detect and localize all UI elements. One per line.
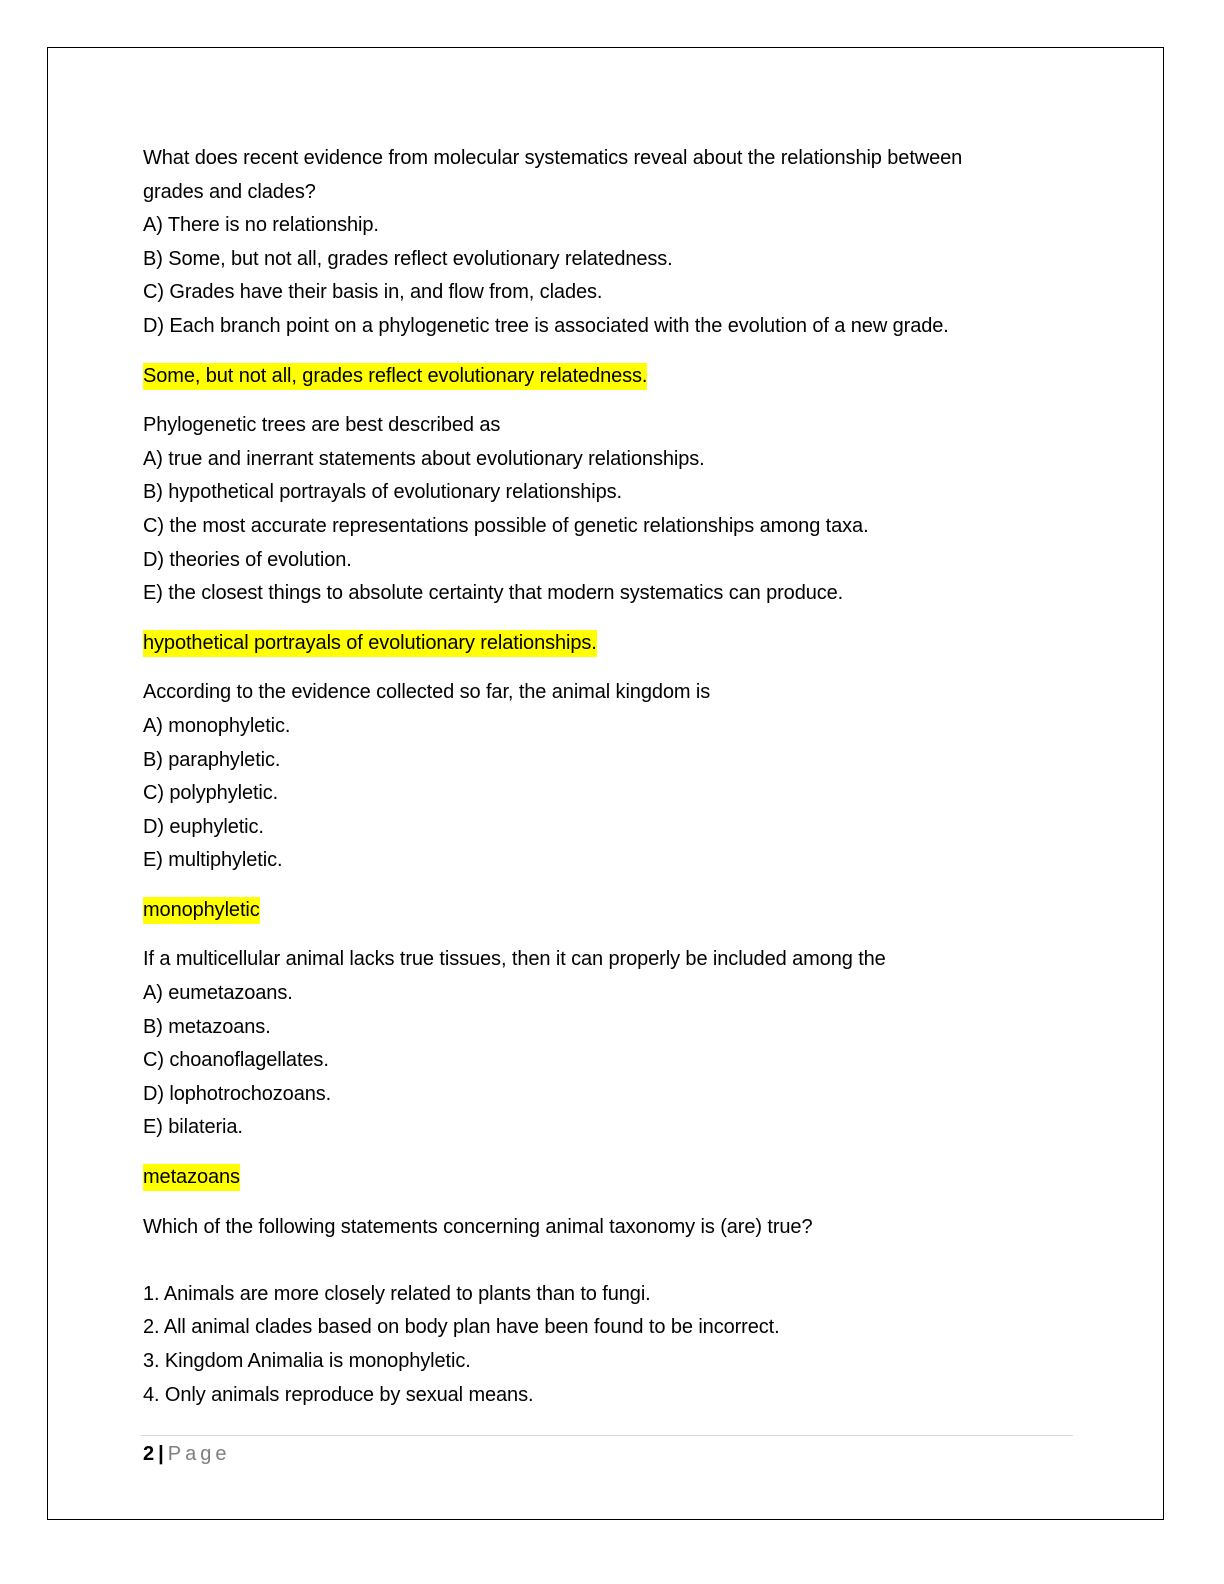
answer-text: hypothetical portrayals of evolutionary relationships. [143, 630, 597, 657]
document-body [143, 142, 1073, 1412]
answer-option: A) monophyletic. [143, 714, 291, 737]
highlighted-answer [143, 627, 1073, 661]
page-label: Page [167, 1443, 231, 1465]
answer-option: A) There is no relationship. [143, 214, 379, 237]
question-block [143, 409, 1073, 611]
question-stem: What does recent evidence from molecular systematics reveal about the relationship between [143, 147, 963, 169]
numbered-statement: 2. All animal clades based on body plan have been found to be incorrect. [143, 1316, 780, 1339]
answer-option: D) theories of evolution. [143, 548, 352, 571]
answer-option: D) Each branch point on a phylogenetic tree is associated with the evolution of a new grade. [143, 314, 949, 337]
answer-option: E) bilateria. [143, 1116, 243, 1139]
answer-option: A) true and inerrant statements about evolutionary relationships. [143, 447, 705, 470]
numbered-statement: 1. Animals are more closely related to plants than to fungi. [143, 1282, 651, 1305]
question-stem: grades and clades? [143, 180, 316, 203]
question-stem: Phylogenetic trees are best described as [143, 414, 501, 437]
answer-text: monophyletic [143, 897, 260, 924]
answer-option: D) lophotrochozoans. [143, 1082, 332, 1105]
question-block [143, 1211, 1073, 1413]
highlighted-answer [143, 894, 1073, 928]
footer-divider [141, 1435, 1073, 1436]
numbered-statement: 4. Only animals reproduce by sexual means. [143, 1383, 534, 1406]
answer-text: metazoans [143, 1164, 240, 1191]
question-stem: Which of the following statements concerning animal taxonomy is (are) true? [143, 1215, 813, 1238]
question-block [143, 676, 1073, 878]
numbered-statement: 3. Kingdom Animalia is monophyletic. [143, 1350, 471, 1372]
answer-option: C) Grades have their basis in, and flow from, clades. [143, 281, 603, 304]
answer-option: B) hypothetical portrayals of evolutionary relationships. [143, 481, 622, 504]
highlighted-answer [143, 360, 1073, 394]
answer-option: C) polyphyletic. [143, 782, 279, 805]
answer-option: C) choanoflagellates. [143, 1049, 329, 1072]
question-block [143, 142, 1073, 344]
highlighted-answer [143, 1161, 1073, 1195]
footer-separator: | [158, 1443, 164, 1465]
question-stem: If a multicellular animal lacks true tissues, then it can properly be included among the [143, 948, 886, 971]
answer-option: E) multiphyletic. [143, 849, 283, 872]
answer-option: A) eumetazoans. [143, 982, 293, 1005]
answer-option: B) Some, but not all, grades reflect evolutionary relatedness. [143, 247, 673, 270]
answer-text: Some, but not all, grades reflect evolutionary relatedness. [143, 363, 647, 390]
answer-option: B) paraphyletic. [143, 748, 281, 771]
page-number: 2 [143, 1443, 155, 1465]
answer-option: D) euphyletic. [143, 815, 264, 838]
answer-option: C) the most accurate representations possible of genetic relationships among taxa. [143, 514, 869, 537]
page-footer [143, 1440, 230, 1468]
answer-option: B) metazoans. [143, 1015, 271, 1038]
answer-option: E) the closest things to absolute certainty that modern systematics can produce. [143, 582, 844, 605]
question-stem: According to the evidence collected so far, the animal kingdom is [143, 681, 711, 704]
blank-line [143, 1244, 1073, 1278]
question-block [143, 943, 1073, 1145]
